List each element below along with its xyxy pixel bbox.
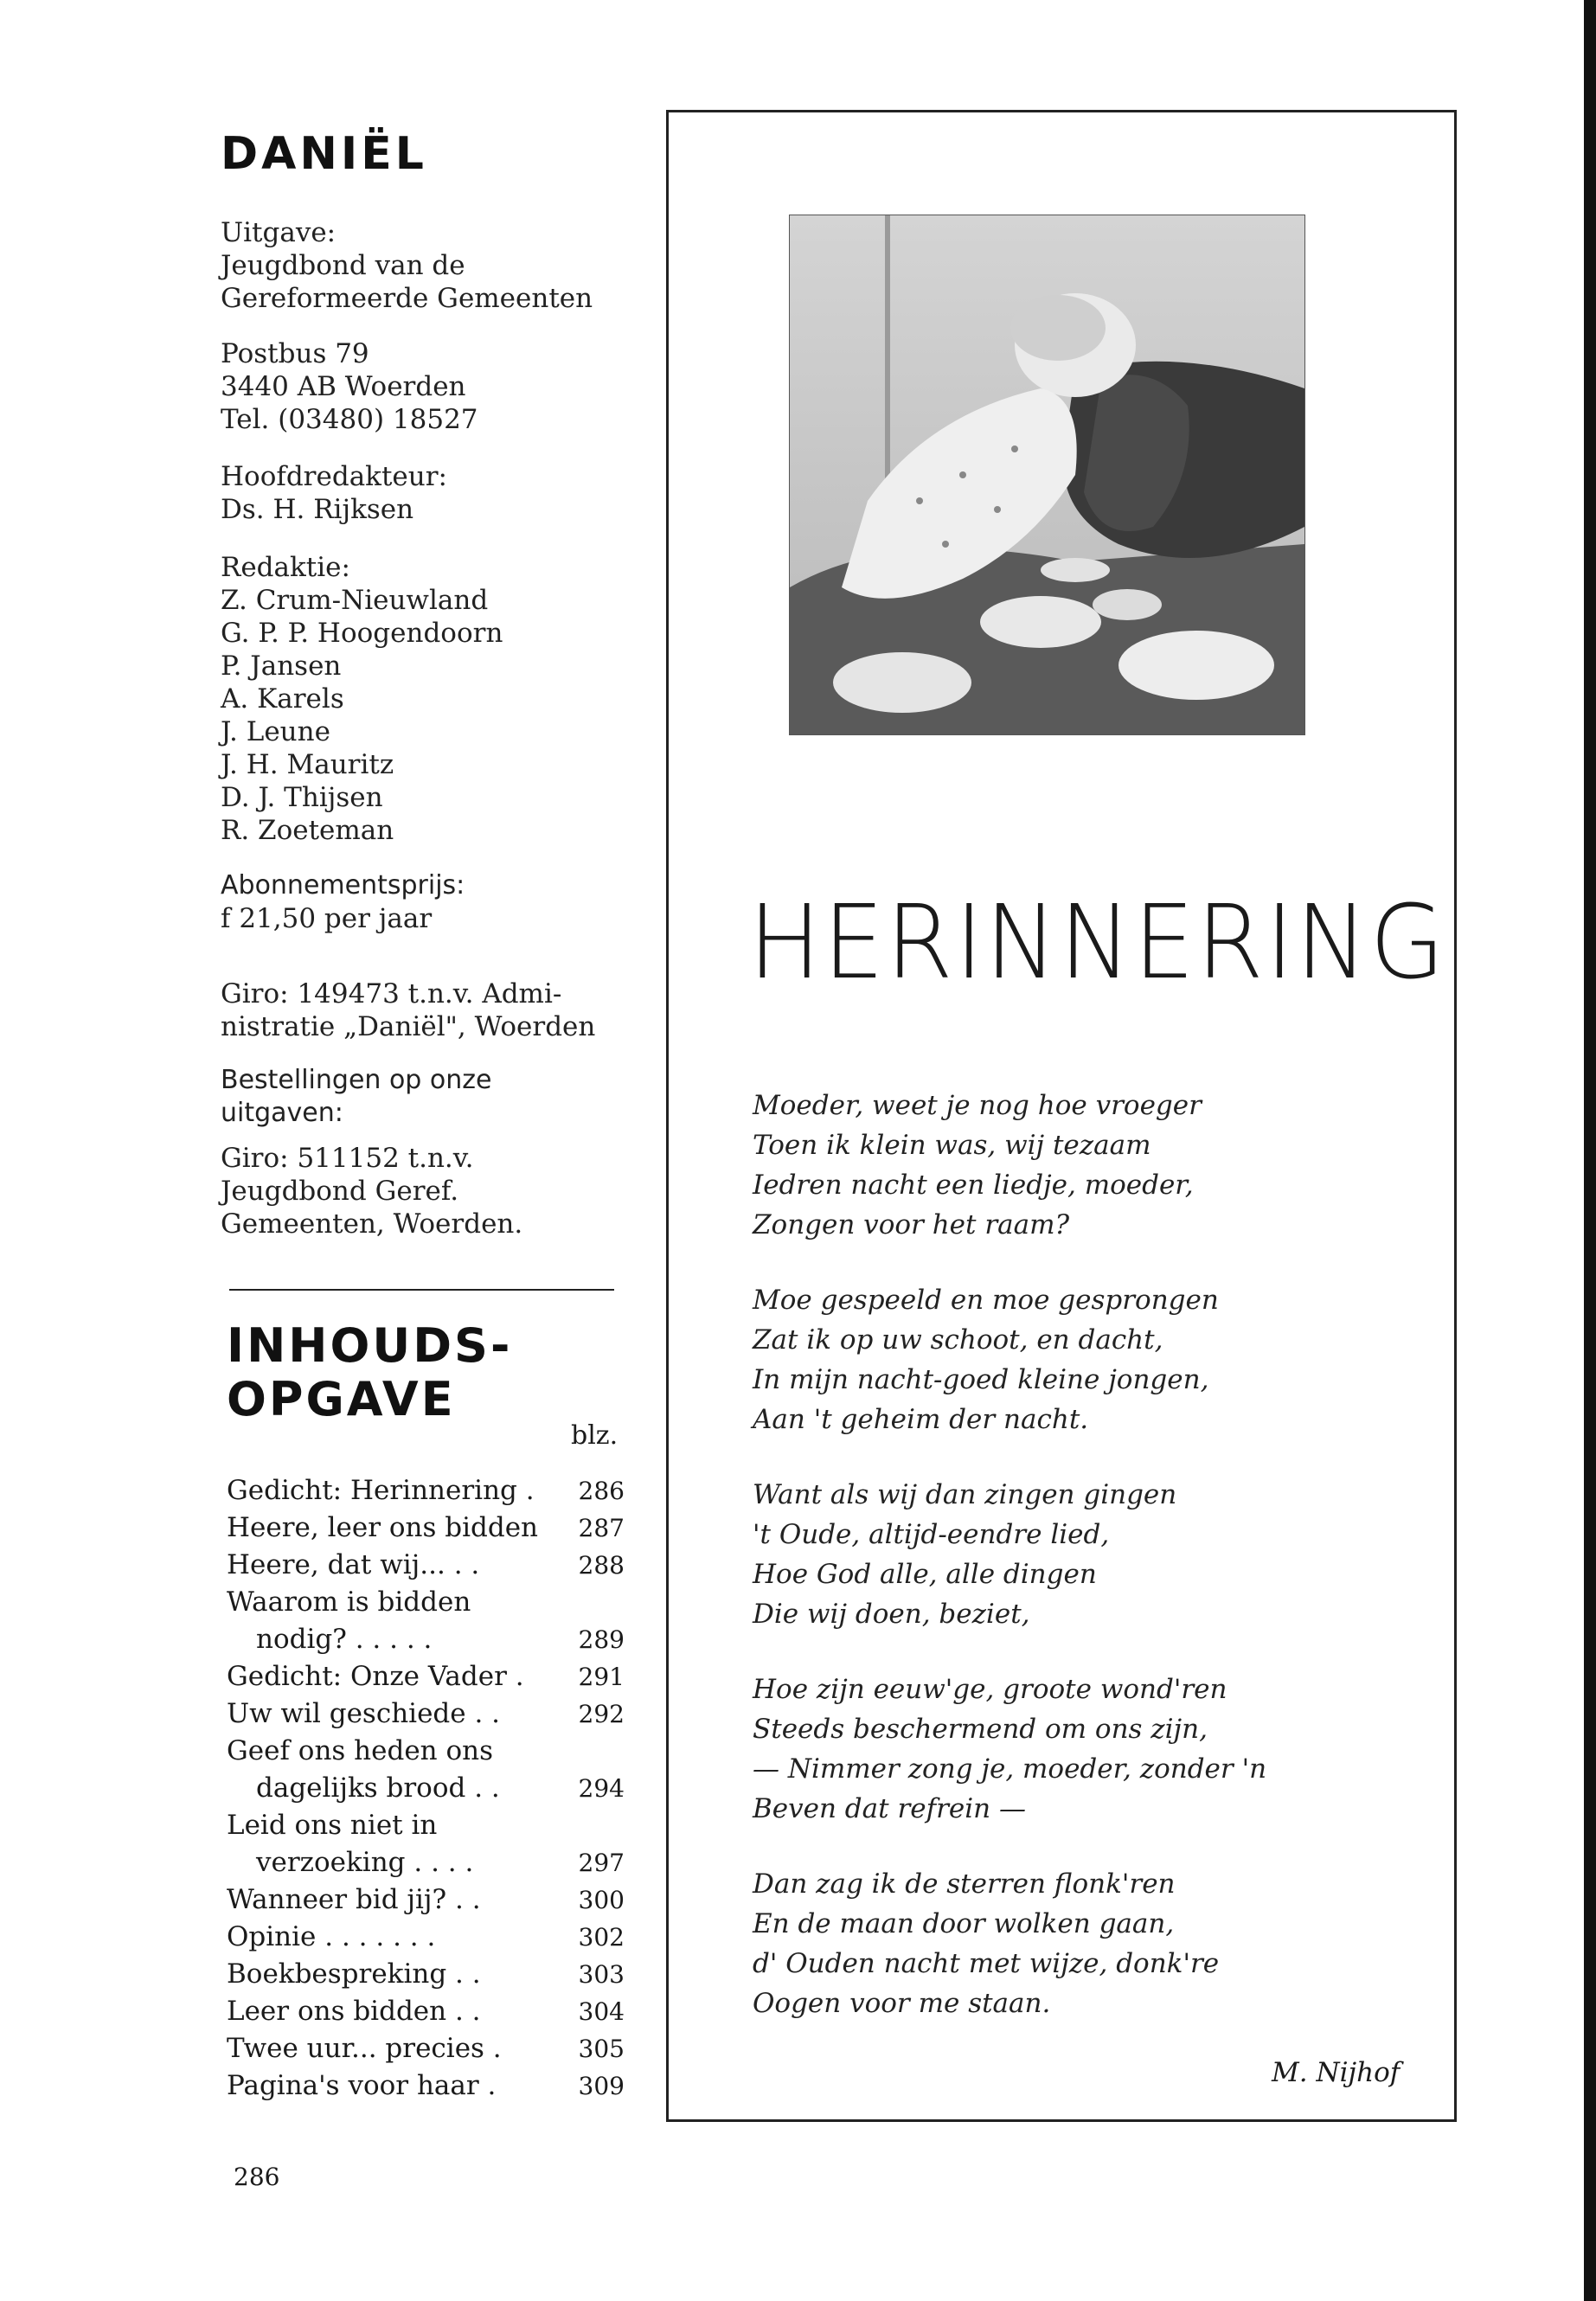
poem-line: Hoe God alle, alle dingen [753, 1559, 1097, 1590]
toc-entry [227, 1695, 625, 1733]
toc-entry [227, 2067, 625, 2105]
editorial-member: J. H. Mauritz [221, 749, 394, 780]
toc-entry [227, 1472, 625, 1509]
toc-entry-title: Leer ons bidden . . [227, 1996, 481, 2027]
toc-entry [227, 1881, 625, 1919]
subscription-block [221, 869, 465, 935]
toc-entry [227, 1807, 625, 1881]
poem-line: Steeds beschermend om ons zijn, [753, 1714, 1208, 1745]
toc-entry-title: Wanneer bid jij? . . [227, 1884, 481, 1915]
masthead: DANIËL [221, 128, 427, 180]
poem-line: Zongen voor het raam? [753, 1209, 1070, 1240]
poem-line: — Nimmer zong je, moeder, zonder 'n [753, 1753, 1267, 1785]
toc-entry-title: Heere, dat wij... . . [227, 1549, 480, 1580]
toc-entry [227, 1509, 625, 1547]
poem-line: Want als wij dan zingen gingen [753, 1479, 1177, 1510]
orders-line: Bestellingen op onze [221, 1065, 492, 1095]
poem-line: Moe gespeeld en moe gesprongen [753, 1285, 1219, 1316]
toc-entry-title: Pagina's voor haar . [227, 2070, 497, 2101]
orders-line: uitgaven: [221, 1098, 343, 1128]
poem-line: Beven dat refrein — [753, 1793, 1026, 1824]
orders-giro-line: Giro: 511152 t.n.v. [221, 1143, 474, 1174]
address-line: Postbus 79 [221, 338, 369, 369]
poem-line: d' Ouden nacht met wijze, donk're [753, 1948, 1220, 1979]
subscription-label: Abonnementsprijs: [221, 870, 465, 901]
toc-entry-title: Boekbespreking . . [227, 1958, 481, 1990]
toc-title-line: INHOUDS- [227, 1318, 513, 1373]
poem-line: Oogen voor me staan. [753, 1988, 1051, 2019]
editorial-member: J. Leune [221, 716, 330, 747]
poem-line: Dan zag ik de sterren flonk'ren [753, 1868, 1176, 1900]
editorial-member: D. J. Thijsen [221, 782, 383, 813]
photo-image [790, 215, 1304, 734]
toc-entry [227, 1919, 625, 1956]
editorial-member: P. Jansen [221, 651, 342, 682]
poem-stanza [753, 1864, 1219, 2023]
toc-entry-title: Geef ons heden ons [227, 1735, 494, 1766]
poem-title: HERINNERING [748, 882, 1447, 1002]
toc-entry-title: Heere, leer ons bidden [227, 1512, 539, 1543]
toc-entry-page: 309 [578, 2072, 625, 2100]
editorial-label: Redaktie: [221, 552, 350, 583]
toc-entry-title: Gedicht: Herinnering . [227, 1475, 535, 1506]
toc-entry-page: 305 [578, 2035, 625, 2063]
page-edge [1584, 0, 1596, 2301]
publisher-line: Jeugdbond van de [221, 250, 465, 281]
poem-stanza [753, 1280, 1219, 1439]
toc-entry-title: Twee uur... precies . [227, 2033, 502, 2064]
poem-line: Hoe zijn eeuw'ge, groote wond'ren [753, 1674, 1227, 1705]
toc-title [227, 1319, 512, 1426]
toc-entry [227, 1547, 625, 1584]
toc-entry-page: 300 [578, 1886, 625, 1914]
editor-name: Ds. H. Rijksen [221, 494, 414, 525]
toc-entry-title-cont: nodig? . . . . . [256, 1624, 433, 1655]
editorial-member: R. Zoeteman [221, 815, 394, 846]
editorial-block [221, 551, 503, 847]
editorial-member: Z. Crum-Nieuwland [221, 585, 489, 616]
toc-entry-page: 288 [578, 1551, 625, 1580]
toc-page-header: blz. [571, 1420, 619, 1451]
editor-label: Hoofdredakteur: [221, 461, 447, 492]
toc-list [227, 1472, 625, 2105]
address-line: Tel. (03480) 18527 [221, 404, 478, 435]
photo-child-with-dog [789, 215, 1305, 735]
divider [229, 1289, 614, 1291]
toc-entry-page: 292 [578, 1700, 625, 1728]
poem-stanza [753, 1475, 1176, 1634]
toc-entry-page: 286 [578, 1477, 625, 1505]
publisher-label: Uitgave: [221, 217, 337, 248]
giro-admin-line: nistratie „Daniël", Woerden [221, 1011, 596, 1042]
publisher-line: Gereformeerde Gemeenten [221, 283, 593, 314]
toc-entry-title-cont: dagelijks brood . . [256, 1772, 500, 1804]
editor-block [221, 460, 447, 526]
poem-stanza [753, 1670, 1266, 1829]
toc-title-line: OPGAVE [227, 1372, 456, 1426]
toc-entry [227, 1584, 625, 1658]
giro-admin-line: Giro: 149473 t.n.v. Admi- [221, 978, 562, 1009]
poem-line: In mijn nacht-goed kleine jongen, [753, 1364, 1209, 1395]
toc-entry [227, 1658, 625, 1695]
toc-entry-title: Opinie . . . . . . . [227, 1921, 436, 1952]
poem-line: Zat ik op uw schoot, en dacht, [753, 1324, 1163, 1356]
poem-line: Iedren nacht een liedje, moeder, [753, 1170, 1194, 1201]
poem-stanza [753, 1086, 1202, 1245]
toc-entry-title: Gedicht: Onze Vader . [227, 1661, 524, 1692]
toc-entry [227, 1993, 625, 2030]
toc-entry-page: 287 [578, 1514, 625, 1542]
subscription-price: f 21,50 per jaar [221, 903, 433, 934]
toc-entry-page: 303 [578, 1960, 625, 1989]
toc-entry-title: Waarom is bidden [227, 1586, 471, 1618]
toc-entry-page: 289 [578, 1625, 625, 1654]
address-block [221, 337, 478, 436]
orders-giro-line: Gemeenten, Woerden. [221, 1208, 523, 1240]
poem-line: Aan 't geheim der nacht. [753, 1404, 1089, 1435]
editorial-member: A. Karels [221, 683, 344, 715]
address-line: 3440 AB Woerden [221, 371, 466, 402]
toc-entry-page: 294 [578, 1774, 625, 1803]
orders-block [221, 1064, 522, 1240]
toc-entry-page: 297 [578, 1849, 625, 1877]
poem-line: En de maan door wolken gaan, [753, 1908, 1175, 1939]
toc-entry [227, 1956, 625, 1993]
toc-entry-title: Leid ons niet in [227, 1810, 438, 1841]
poem-author: M. Nijhof [1272, 2057, 1401, 2088]
toc-entry [227, 2030, 625, 2067]
toc-entry-page: 302 [578, 1923, 625, 1952]
giro-admin-block [221, 977, 595, 1043]
toc-entry-page: 304 [578, 1997, 625, 2026]
publisher-block [221, 216, 593, 315]
orders-giro-line: Jeugdbond Geref. [221, 1176, 459, 1207]
toc-entry-title: Uw wil geschiede . . [227, 1698, 501, 1729]
toc-entry [227, 1733, 625, 1807]
poem-line: Die wij doen, beziet, [753, 1599, 1030, 1630]
toc-entry-page: 291 [578, 1663, 625, 1691]
editorial-member: G. P. P. Hoogendoorn [221, 618, 503, 649]
page-number: 286 [234, 2163, 280, 2191]
poem-line: 't Oude, altijd-eendre lied, [753, 1519, 1110, 1550]
poem-line: Toen ik klein was, wij tezaam [753, 1130, 1151, 1161]
poem-line: Moeder, weet je nog hoe vroeger [753, 1090, 1202, 1121]
toc-entry-title-cont: verzoeking . . . . [256, 1847, 474, 1878]
